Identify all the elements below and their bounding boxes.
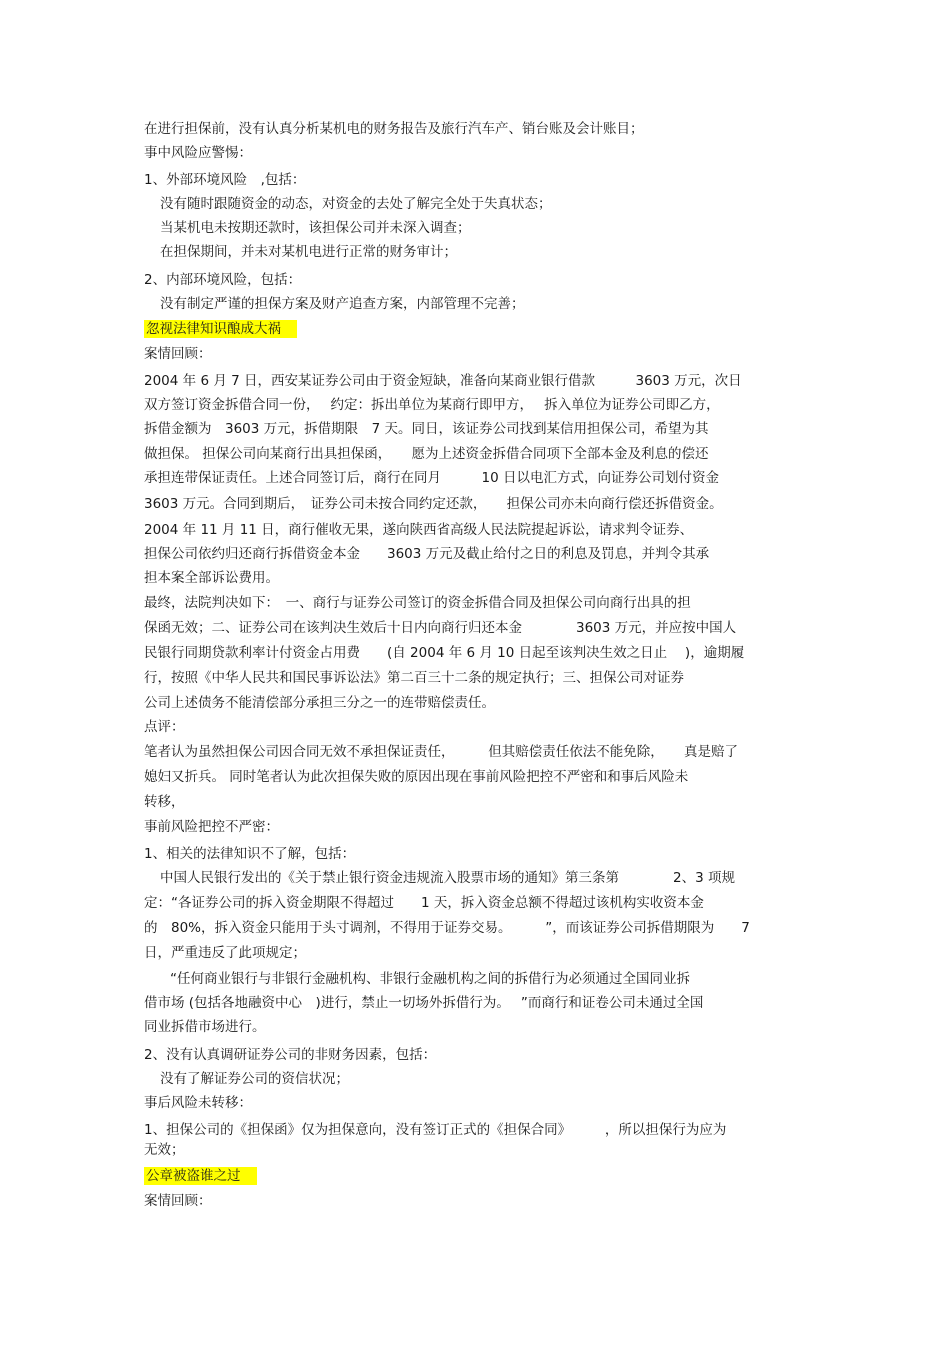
text-line: 担本案全部诉讼费用。 [144,570,279,586]
section-heading: 事后风险未转移： [144,1095,252,1111]
text-line: 没有随时跟随资金的动态，对资金的去处了解完全处于失真状态； [160,196,552,212]
text-line: 笔者认为虽然担保公司因合同无效不承担保证责任， 但其赔偿责任依法不能免除， 真是赔了 [144,744,738,760]
text-line: 2004 年 6 月 7 日，西安某证券公司由于资金短缺，准备向某商业银行借款 3603 万元，次日 [144,373,742,389]
text-line: 2004 年 11 月 11 日，商行催收无果，遂向陕西省高级人民法院提起诉讼，请求判令证券、 [144,522,694,538]
text-line: 做担保。 担保公司向某商行出具担保函， 愿为上述资金拆借合同项下全部本金及利息的偿还 [144,446,709,462]
text-line: 在进行担保前，没有认真分析某机电的财务报告及旅行汽车产、销台账及会计账目； [144,121,644,137]
text-line: 承担连带保证责任。上述合同签订后，商行在同月 10 日以电汇方式，向证券公司划付资金 [144,470,719,486]
text-line: 转移， [144,794,185,810]
list-item: 1、外部环境风险 ,包括： [144,172,306,188]
heading-text: 公章被盗谁之过 [144,1167,257,1185]
text-line: 行，按照《中华人民共和国民事诉讼法》第二百三十二条的规定执行；三、担保公司对证券 [144,670,684,686]
section-heading: 案情回顾： [144,346,212,362]
text-line: 在担保期间，并未对某机电进行正常的财务审计； [160,244,457,260]
text-line: 同业拆借市场进行。 [144,1019,266,1035]
list-item: 2、没有认真调研证券公司的非财务因素，包括： [144,1047,437,1063]
text-line: 3603 万元。合同到期后， 证券公司未按合同约定还款， 担保公司亦未向商行偿还拆借资金。 [144,496,723,512]
section-heading: 事中风险应警惕： [144,145,252,161]
heading-text: 忽视法律知识酿成大祸 [144,320,297,338]
text-line: 公司上述债务不能清偿部分承担三分之一的连带赔偿责任。 [144,695,495,711]
text-line: 拆借金额为 3603 万元，拆借期限 7 天。同日，该证券公司找到某信用担保公司，希望为其 [144,421,709,437]
text-line: 日，严重违反了此项规定； [144,945,306,961]
text-line: 没有制定严谨的担保方案及财产追查方案，内部管理不完善； [160,296,525,312]
section-heading: 事前风险把控不严密： [144,819,279,835]
text-line: 双方签订资金拆借合同一份， 约定：拆出单位为某商行即甲方， 拆入单位为证券公司即乙方， [144,397,720,413]
text-line: 当某机电未按期还款时，该担保公司并未深入调查； [160,220,471,236]
list-item: 1、相关的法律知识不了解，包括： [144,846,356,862]
text-line: 最终，法院判决如下： 一、商行与证券公司签订的资金拆借合同及担保公司向商行出具的担 [144,595,691,611]
section-heading: 案情回顾： [144,1193,212,1209]
text-line: 保函无效；二、证券公司在该判决生效后十日内向商行归还本金 3603 万元，并应按中国人 [144,620,737,636]
highlighted-heading [144,1166,257,1186]
text-line: 民银行同期贷款利率计付资金占用费 (自 2004 年 6 月 10 日起至该判决生效之日止 )，逾期履 [144,645,745,661]
list-item: 1、担保公司的《担保函》仅为担保意向，没有签订正式的《担保合同》 ，所以担保行为应为 [144,1122,727,1138]
text-line: 定：“各证券公司的拆入资金期限不得超过 1 天，拆入资金总额不得超过该机构实收资本金 [144,895,704,911]
section-heading: 点评： [144,719,185,735]
text-line: “任何商业银行与非银行金融机构、非银行金融机构之间的拆借行为必须通过全国同业拆 [170,971,690,987]
list-item: 2、内部环境风险，包括： [144,272,302,288]
highlighted-heading [144,319,297,339]
text-line: 中国人民银行发出的《关于禁止银行资金违规流入股票市场的通知》第三条第 2、3 项规 [160,870,735,886]
text-line: 媳妇又折兵。 同时笔者认为此次担保失败的原因出现在事前风险把控不严密和和事后风险未 [144,769,689,785]
text-line: 借市场 (包括各地融资中心 )进行，禁止一切场外拆借行为。 ”而商行和证卷公司未通过全国 [144,995,704,1011]
text-line: 担保公司依约归还商行拆借资金本金 3603 万元及截止给付之日的利息及罚息，并判令其承 [144,546,710,562]
text-line: 的 80%，拆入资金只能用于头寸调剂，不得用于证券交易。 ”，而该证券公司拆借期限为 7 [144,920,750,936]
text-line: 无效； [144,1142,185,1158]
text-line: 没有了解证券公司的资信状况； [160,1071,349,1087]
